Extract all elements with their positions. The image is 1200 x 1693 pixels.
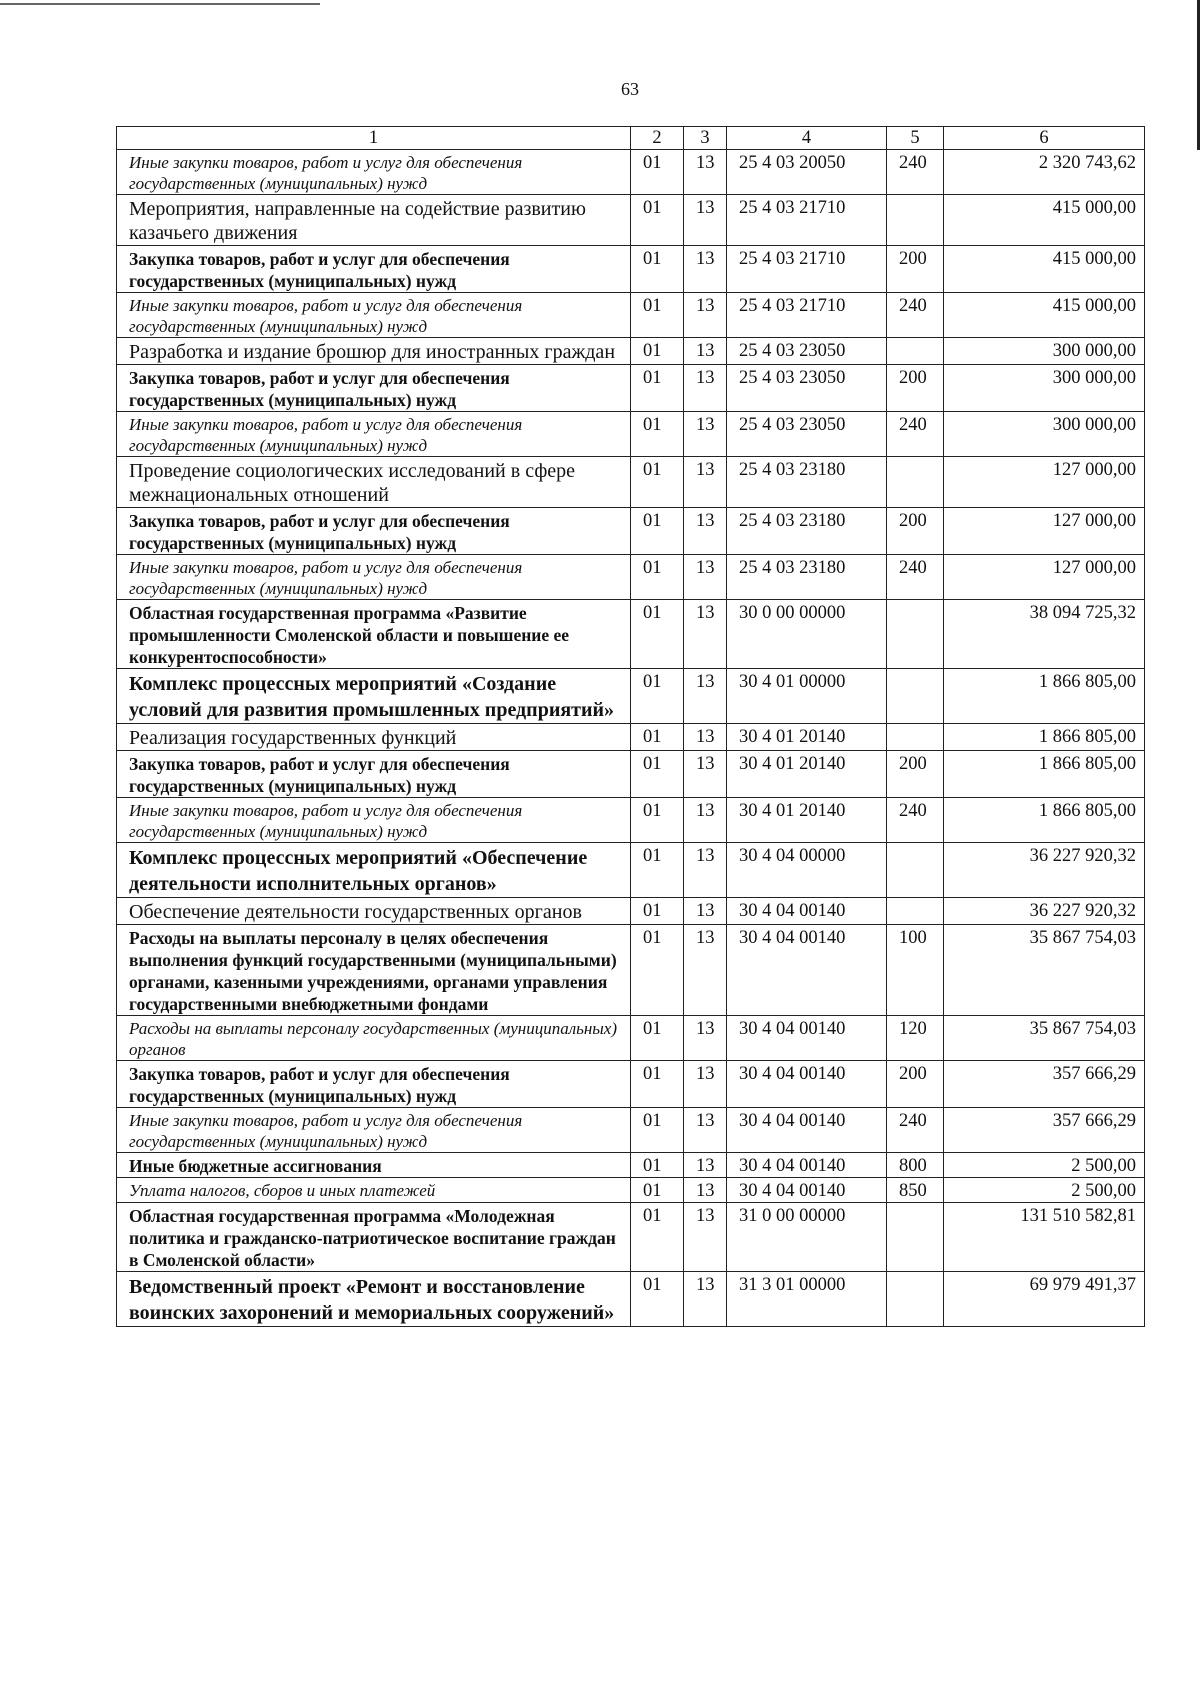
table-row: [117, 293, 1145, 338]
amount-cell: 36 227 920,32: [944, 843, 1145, 898]
table-row: [117, 1178, 1145, 1203]
expense-type-cell: [887, 1272, 944, 1327]
section-code-cell: 01: [631, 195, 684, 246]
expense-type-cell: [887, 600, 944, 669]
amount-cell: 36 227 920,32: [944, 898, 1145, 925]
column-header: 6: [944, 127, 1145, 150]
table-row: [117, 150, 1145, 195]
expense-type-cell: 850: [887, 1178, 944, 1203]
amount-cell: 1 866 805,00: [944, 669, 1145, 724]
section-code-cell: 01: [631, 1203, 684, 1272]
amount-cell: 1 866 805,00: [944, 724, 1145, 751]
amount-cell: 300 000,00: [944, 365, 1145, 412]
target-article-cell: 25 4 03 21710: [727, 246, 887, 293]
subsection-code-cell: 13: [684, 1016, 727, 1061]
row-name-cell: Областная государственная программа «Молодежная политика и гражданско-патриотическое воспитание граждан в Смоленской области»: [117, 1203, 631, 1272]
row-name-cell: Реализация государственных функций: [117, 724, 631, 751]
table-row: [117, 1108, 1145, 1153]
table-body: [117, 150, 1145, 1327]
amount-cell: 300 000,00: [944, 412, 1145, 457]
subsection-code-cell: 13: [684, 843, 727, 898]
section-code-cell: 01: [631, 457, 684, 508]
section-code-cell: 01: [631, 1272, 684, 1327]
amount-cell: 300 000,00: [944, 338, 1145, 365]
table-row: [117, 751, 1145, 798]
section-code-cell: 01: [631, 293, 684, 338]
section-code-cell: 01: [631, 365, 684, 412]
target-article-cell: 25 4 03 21710: [727, 195, 887, 246]
expense-type-cell: [887, 457, 944, 508]
table-row: [117, 365, 1145, 412]
amount-cell: 2 500,00: [944, 1153, 1145, 1178]
subsection-code-cell: 13: [684, 1153, 727, 1178]
target-article-cell: 25 4 03 21710: [727, 293, 887, 338]
table-row: [117, 798, 1145, 843]
row-name-cell: Областная государственная программа «Развитие промышленности Смоленской области и повышение ее конкурентоспособности»: [117, 600, 631, 669]
table-row: [117, 1203, 1145, 1272]
subsection-code-cell: 13: [684, 365, 727, 412]
section-code-cell: 01: [631, 798, 684, 843]
subsection-code-cell: 13: [684, 1178, 727, 1203]
subsection-code-cell: 13: [684, 1272, 727, 1327]
amount-cell: 2 500,00: [944, 1178, 1145, 1203]
row-name-cell: Мероприятия, направленные на содействие развитию казачьего движения: [117, 195, 631, 246]
expense-type-cell: 240: [887, 412, 944, 457]
section-code-cell: 01: [631, 1061, 684, 1108]
amount-cell: 127 000,00: [944, 457, 1145, 508]
target-article-cell: 30 4 01 00000: [727, 669, 887, 724]
expense-type-cell: 200: [887, 508, 944, 555]
section-code-cell: 01: [631, 1153, 684, 1178]
expense-type-cell: 240: [887, 555, 944, 600]
target-article-cell: 25 4 03 20050: [727, 150, 887, 195]
table-row: [117, 843, 1145, 898]
target-article-cell: 25 4 03 23050: [727, 338, 887, 365]
expense-type-cell: 240: [887, 798, 944, 843]
row-name-cell: Закупка товаров, работ и услуг для обеспечения государственных (муниципальных) нужд: [117, 1061, 631, 1108]
table-row: [117, 1061, 1145, 1108]
row-name-cell: Закупка товаров, работ и услуг для обеспечения государственных (муниципальных) нужд: [117, 508, 631, 555]
expense-type-cell: 120: [887, 1016, 944, 1061]
amount-cell: 357 666,29: [944, 1061, 1145, 1108]
subsection-code-cell: 13: [684, 751, 727, 798]
target-article-cell: 30 4 04 00140: [727, 898, 887, 925]
subsection-code-cell: 13: [684, 1203, 727, 1272]
row-name-cell: Проведение социологических исследований в сфере межнациональных отношений: [117, 457, 631, 508]
expense-type-cell: [887, 843, 944, 898]
subsection-code-cell: 13: [684, 508, 727, 555]
column-header: 3: [684, 127, 727, 150]
table-row: [117, 600, 1145, 669]
subsection-code-cell: 13: [684, 1061, 727, 1108]
row-name-cell: Расходы на выплаты персоналу государственных (муниципальных) органов: [117, 1016, 631, 1061]
expense-type-cell: [887, 195, 944, 246]
row-name-cell: Расходы на выплаты персоналу в целях обеспечения выполнения функций государственными (муниципальными) органами, казенными учреждениями, органами управления государственными внебюджетными фондами: [117, 925, 631, 1016]
amount-cell: 415 000,00: [944, 246, 1145, 293]
section-code-cell: 01: [631, 600, 684, 669]
row-name-cell: Комплекс процессных мероприятий «Создание условий для развития промышленных предприятий»: [117, 669, 631, 724]
table-row: [117, 555, 1145, 600]
amount-cell: 38 094 725,32: [944, 600, 1145, 669]
subsection-code-cell: 13: [684, 412, 727, 457]
row-name-cell: Комплекс процессных мероприятий «Обеспечение деятельности исполнительных органов»: [117, 843, 631, 898]
target-article-cell: 30 4 04 00140: [727, 1178, 887, 1203]
section-code-cell: 01: [631, 1016, 684, 1061]
row-name-cell: Разработка и издание брошюр для иностранных граждан: [117, 338, 631, 365]
target-article-cell: 30 4 04 00140: [727, 1153, 887, 1178]
row-name-cell: Ведомственный проект «Ремонт и восстановление воинских захоронений и мемориальных сооружений»: [117, 1272, 631, 1327]
target-article-cell: 25 4 03 23180: [727, 457, 887, 508]
expense-type-cell: 200: [887, 365, 944, 412]
amount-cell: 415 000,00: [944, 293, 1145, 338]
row-name-cell: Иные закупки товаров, работ и услуг для обеспечения государственных (муниципальных) нужд: [117, 798, 631, 843]
expense-type-cell: 200: [887, 246, 944, 293]
section-code-cell: 01: [631, 508, 684, 555]
target-article-cell: 30 4 04 00140: [727, 1108, 887, 1153]
row-name-cell: Иные закупки товаров, работ и услуг для обеспечения государственных (муниципальных) нужд: [117, 150, 631, 195]
target-article-cell: 31 0 00 00000: [727, 1203, 887, 1272]
expense-type-cell: 200: [887, 751, 944, 798]
amount-cell: 127 000,00: [944, 555, 1145, 600]
section-code-cell: 01: [631, 843, 684, 898]
table-row: [117, 246, 1145, 293]
table-row: [117, 412, 1145, 457]
target-article-cell: 30 0 00 00000: [727, 600, 887, 669]
amount-cell: 415 000,00: [944, 195, 1145, 246]
amount-cell: 1 866 805,00: [944, 751, 1145, 798]
column-header: 1: [117, 127, 631, 150]
amount-cell: 1 866 805,00: [944, 798, 1145, 843]
expense-type-cell: 240: [887, 150, 944, 195]
target-article-cell: 31 3 01 00000: [727, 1272, 887, 1327]
column-header: 4: [727, 127, 887, 150]
table-row: [117, 457, 1145, 508]
target-article-cell: 30 4 04 00000: [727, 843, 887, 898]
amount-cell: 357 666,29: [944, 1108, 1145, 1153]
target-article-cell: 30 4 01 20140: [727, 798, 887, 843]
section-code-cell: 01: [631, 751, 684, 798]
subsection-code-cell: 13: [684, 925, 727, 1016]
target-article-cell: 30 4 04 00140: [727, 1061, 887, 1108]
table-row: [117, 669, 1145, 724]
expense-type-cell: 100: [887, 925, 944, 1016]
table-row: [117, 1153, 1145, 1178]
subsection-code-cell: 13: [684, 293, 727, 338]
subsection-code-cell: 13: [684, 555, 727, 600]
row-name-cell: Иные бюджетные ассигнования: [117, 1153, 631, 1178]
subsection-code-cell: 13: [684, 669, 727, 724]
table-row: [117, 338, 1145, 365]
section-code-cell: 01: [631, 724, 684, 751]
row-name-cell: Иные закупки товаров, работ и услуг для обеспечения государственных (муниципальных) нужд: [117, 1108, 631, 1153]
amount-cell: 2 320 743,62: [944, 150, 1145, 195]
expense-type-cell: [887, 724, 944, 751]
expense-type-cell: [887, 898, 944, 925]
target-article-cell: 30 4 04 00140: [727, 1016, 887, 1061]
expense-type-cell: 240: [887, 293, 944, 338]
row-name-cell: Иные закупки товаров, работ и услуг для обеспечения государственных (муниципальных) нужд: [117, 555, 631, 600]
table-row: [117, 925, 1145, 1016]
subsection-code-cell: 13: [684, 1108, 727, 1153]
target-article-cell: 25 4 03 23180: [727, 555, 887, 600]
subsection-code-cell: 13: [684, 600, 727, 669]
scan-edge-line: [0, 3, 320, 5]
section-code-cell: 01: [631, 1108, 684, 1153]
table-row: [117, 195, 1145, 246]
row-name-cell: Уплата налогов, сборов и иных платежей: [117, 1178, 631, 1203]
section-code-cell: 01: [631, 150, 684, 195]
expense-type-cell: 200: [887, 1061, 944, 1108]
section-code-cell: 01: [631, 555, 684, 600]
amount-cell: 127 000,00: [944, 508, 1145, 555]
row-name-cell: Закупка товаров, работ и услуг для обеспечения государственных (муниципальных) нужд: [117, 751, 631, 798]
section-code-cell: 01: [631, 1178, 684, 1203]
row-name-cell: Иные закупки товаров, работ и услуг для обеспечения государственных (муниципальных) нужд: [117, 412, 631, 457]
target-article-cell: 25 4 03 23180: [727, 508, 887, 555]
subsection-code-cell: 13: [684, 898, 727, 925]
table-row: [117, 508, 1145, 555]
section-code-cell: 01: [631, 669, 684, 724]
subsection-code-cell: 13: [684, 457, 727, 508]
subsection-code-cell: 13: [684, 246, 727, 293]
table-row: [117, 898, 1145, 925]
amount-cell: 131 510 582,81: [944, 1203, 1145, 1272]
page-number: 63: [621, 79, 639, 99]
section-code-cell: 01: [631, 246, 684, 293]
subsection-code-cell: 13: [684, 150, 727, 195]
target-article-cell: 25 4 03 23050: [727, 412, 887, 457]
expense-type-cell: 800: [887, 1153, 944, 1178]
table-row: [117, 1016, 1145, 1061]
target-article-cell: 30 4 01 20140: [727, 724, 887, 751]
expense-type-cell: [887, 1203, 944, 1272]
subsection-code-cell: 13: [684, 798, 727, 843]
column-header: 2: [631, 127, 684, 150]
expense-type-cell: [887, 338, 944, 365]
subsection-code-cell: 13: [684, 195, 727, 246]
amount-cell: 35 867 754,03: [944, 1016, 1145, 1061]
section-code-cell: 01: [631, 338, 684, 365]
target-article-cell: 30 4 01 20140: [727, 751, 887, 798]
target-article-cell: 30 4 04 00140: [727, 925, 887, 1016]
amount-cell: 69 979 491,37: [944, 1272, 1145, 1327]
table-row: [117, 724, 1145, 751]
row-name-cell: Иные закупки товаров, работ и услуг для обеспечения государственных (муниципальных) нужд: [117, 293, 631, 338]
subsection-code-cell: 13: [684, 338, 727, 365]
section-code-cell: 01: [631, 925, 684, 1016]
row-name-cell: Обеспечение деятельности государственных органов: [117, 898, 631, 925]
row-name-cell: Закупка товаров, работ и услуг для обеспечения государственных (муниципальных) нужд: [117, 246, 631, 293]
subsection-code-cell: 13: [684, 724, 727, 751]
row-name-cell: Закупка товаров, работ и услуг для обеспечения государственных (муниципальных) нужд: [117, 365, 631, 412]
budget-table: [116, 126, 1145, 1327]
column-header: 5: [887, 127, 944, 150]
table-header-row: [117, 127, 1145, 150]
amount-cell: 35 867 754,03: [944, 925, 1145, 1016]
expense-type-cell: 240: [887, 1108, 944, 1153]
section-code-cell: 01: [631, 898, 684, 925]
target-article-cell: 25 4 03 23050: [727, 365, 887, 412]
table-row: [117, 1272, 1145, 1327]
section-code-cell: 01: [631, 412, 684, 457]
expense-type-cell: [887, 669, 944, 724]
